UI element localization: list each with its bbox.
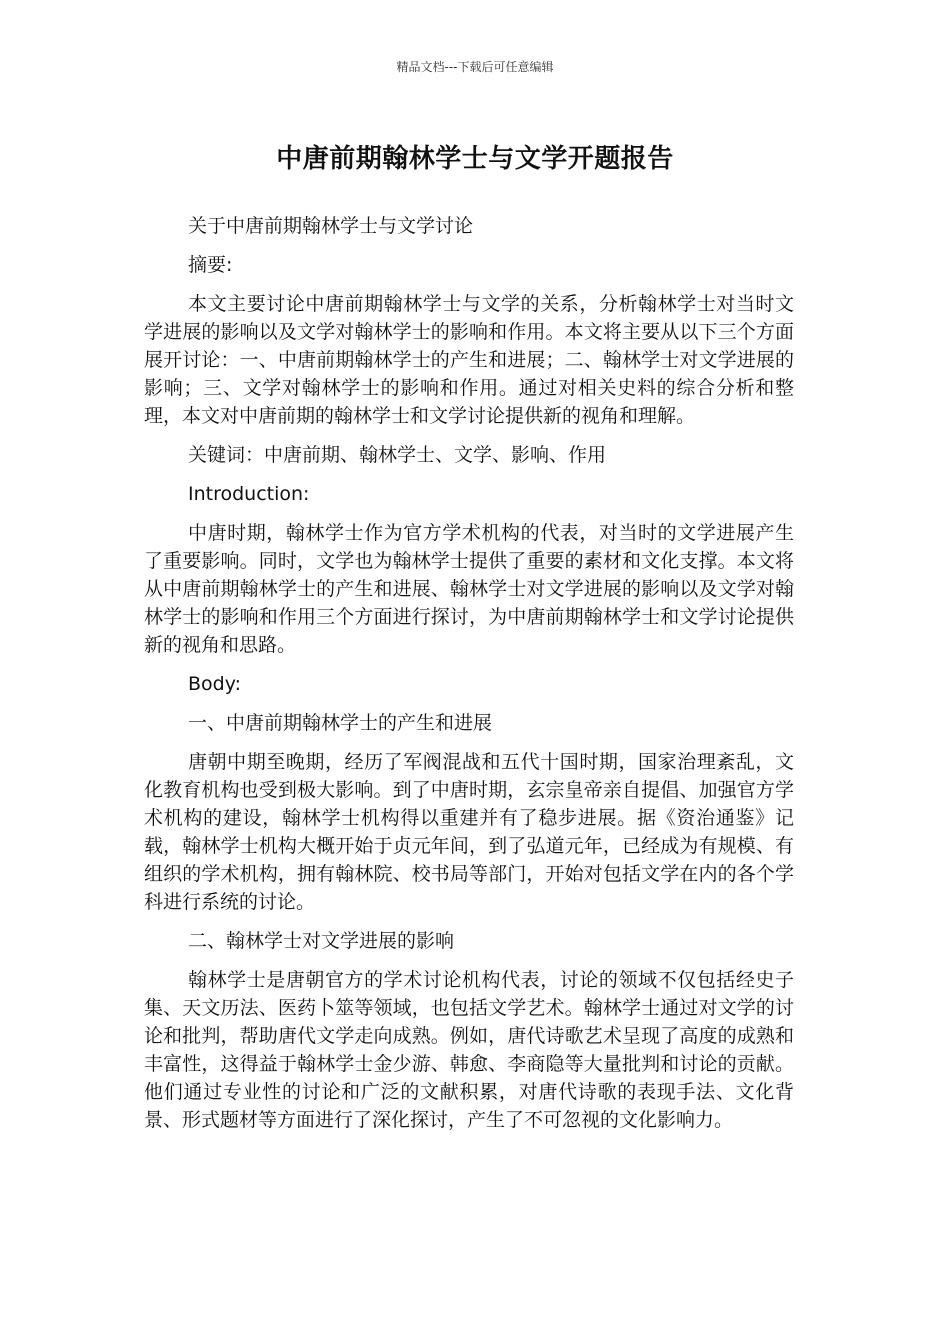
keywords-paragraph: 关键词：中唐前期、翰林学士、文学、影响、作用 <box>188 444 607 466</box>
document-body <box>144 212 794 1145</box>
introduction-paragraph: 中唐时期，翰林学士作为官方学术机构的代表，对当时的文学进展产生了重要影响。同时，文学也为翰林学士提供了重要的素材和文化支撑。本文将从中唐前期翰林学士的产生和进展、翰林学士对文学进展的影响以及文学对翰林学士的影响和作用三个方面进行探讨，为中唐前期翰林学士和文学讨论提供新的视角和思路。 <box>144 522 794 656</box>
page-header: 精品文档---下载后可任意编辑 <box>396 60 554 74</box>
body-heading: Body: <box>188 673 241 695</box>
abstract-paragraph: 本文主要讨论中唐前期翰林学士与文学的关系，分析翰林学士对当时文学进展的影响以及文学对翰林学士的影响和作用。本文将主要从以下三个方面展开讨论：一、中唐前期翰林学士的产生和进展；二、翰林学士对文学进展的影响；三、文学对翰林学士的影响和作用。通过对相关史料的综合分析和整理，本文对中唐前期的翰林学士和文学讨论提供新的视角和理解。 <box>144 293 794 427</box>
abstract-heading: 摘要: <box>188 254 233 276</box>
introduction-heading: Introduction: <box>188 483 310 505</box>
section-2-heading: 二、翰林学士对文学进展的影响 <box>188 930 455 952</box>
section-1-heading: 一、中唐前期翰林学士的产生和进展 <box>188 712 493 734</box>
subtitle-paragraph: 关于中唐前期翰林学士与文学讨论 <box>188 215 474 237</box>
document-title: 中唐前期翰林学士与文学开题报告 <box>276 144 674 174</box>
section-2-paragraph: 翰林学士是唐朝官方的学术讨论机构代表，讨论的领域不仅包括经史子集、天文历法、医药卜筮等领域，也包括文学艺术。翰林学士通过对文学的讨论和批判，帮助唐代文学走向成熟。例如，唐代诗歌艺术呈现了高度的成熟和丰富性，这得益于翰林学士金少游、韩愈、李商隐等大量批判和讨论的贡献。他们通过专业性的讨论和广泛的文献积累，对唐代诗歌的表现手法、文化背景、形式题材等方面进行了深化探讨，产生了不可忽视的文化影响力。 <box>144 969 794 1131</box>
section-1-paragraph: 唐朝中期至晚期，经历了军阀混战和五代十国时期，国家治理紊乱，文化教育机构也受到极大影响。到了中唐时期，玄宗皇帝亲自提倡、加强官方学术机构的建设，翰林学士机构得以重建并有了稳步进展。据《资治通鉴》记载，翰林学士机构大概开始于贞元年间，到了弘道元年，已经成为有规模、有组织的学术机构，拥有翰林院、校书局等部门，开始对包括文学在内的各个学科进行系统的讨论。 <box>144 751 794 913</box>
